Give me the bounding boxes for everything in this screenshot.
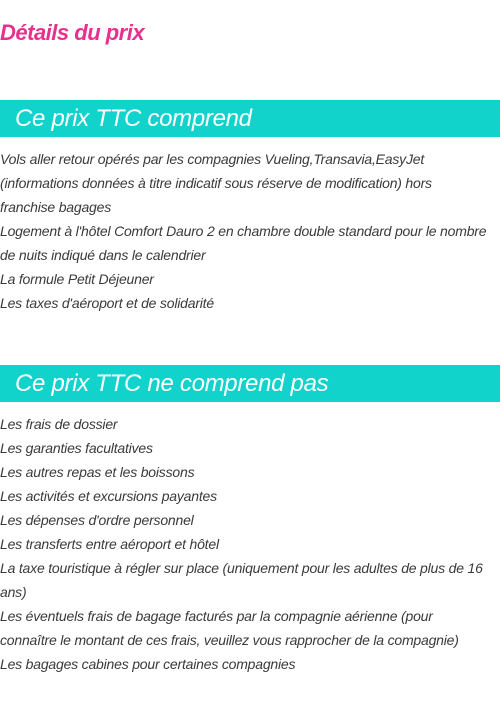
excluded-section-heading: Ce prix TTC ne comprend pas <box>0 365 500 402</box>
list-item: Les garanties facultatives <box>0 440 153 456</box>
included-list <box>0 147 490 315</box>
included-section-heading: Ce prix TTC comprend <box>0 100 500 137</box>
list-item: Les dépenses d'ordre personnel <box>0 512 194 528</box>
list-item: La formule Petit Déjeuner <box>0 271 154 287</box>
list-item: Les transferts entre aéroport et hôtel <box>0 536 219 552</box>
list-item: Les frais de dossier <box>0 416 118 432</box>
list-item: La taxe touristique à régler sur place (uniquement pour les adultes de plus de 16 ans) <box>0 560 483 600</box>
list-item: Les éventuels frais de bagage facturés par la compagnie aérienne (pour connaître le montant de ces frais, veuillez vous rapprocher de la compagnie) <box>0 608 459 648</box>
list-item: Vols aller retour opérés par les compagnies Vueling,Transavia,EasyJet (informations données à titre indicatif sous réserve de modification) hors franchise bagages <box>0 151 432 215</box>
page-title: Détails du prix <box>0 20 145 45</box>
list-item: Les bagages cabines pour certaines compagnies <box>0 656 296 672</box>
list-item: Les autres repas et les boissons <box>0 464 195 480</box>
list-item: Les activités et excursions payantes <box>0 488 217 504</box>
list-item: Logement à l'hôtel Comfort Dauro 2 en chambre double standard pour le nombre de nuits indiqué dans le calendrier <box>0 223 487 263</box>
list-item: Les taxes d'aéroport et de solidarité <box>0 295 214 311</box>
excluded-list <box>0 412 490 676</box>
